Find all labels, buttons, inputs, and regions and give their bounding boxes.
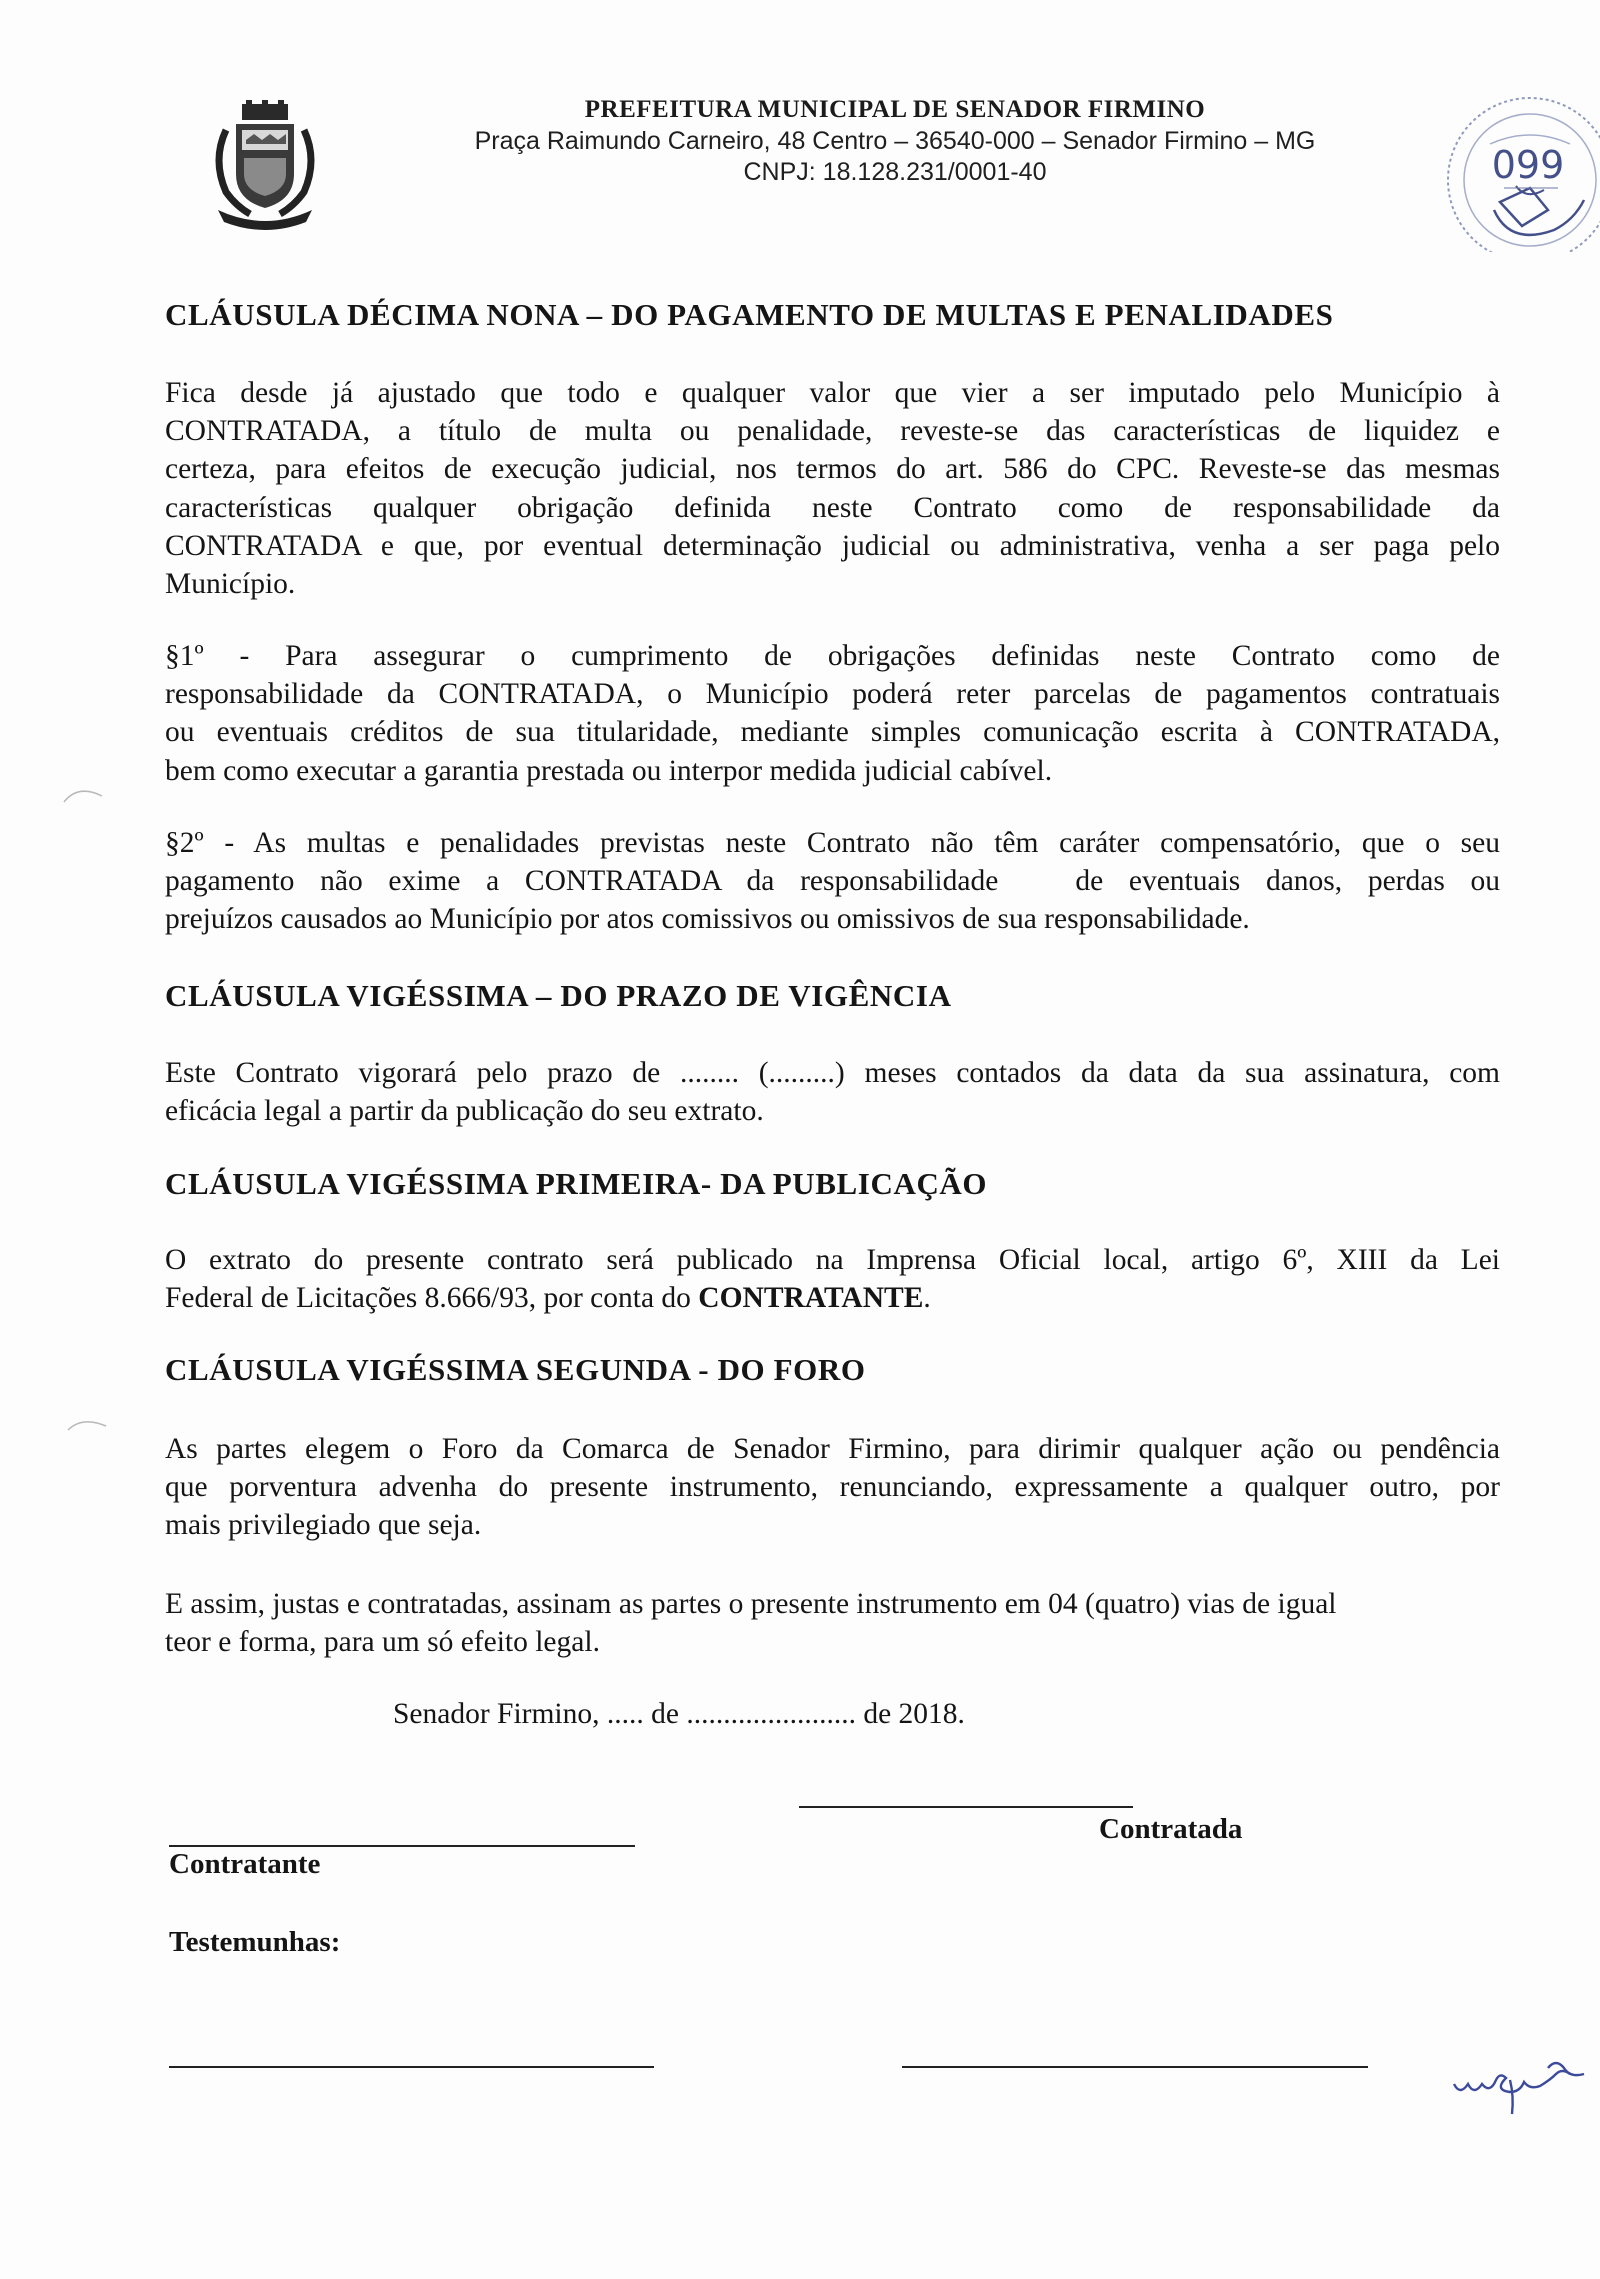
clause-22-paragraph bbox=[165, 1430, 1500, 1545]
testemunhas-label: Testemunhas: bbox=[169, 1926, 341, 1958]
text-span: . bbox=[923, 1282, 931, 1315]
stamp-number: 099 bbox=[1491, 143, 1565, 187]
paragraph-line: teor e forma, para um só efeito legal. bbox=[165, 1626, 600, 1659]
clause-22-heading: CLÁUSULA VIGÉSSIMA SEGUNDA - DO FORO bbox=[165, 1352, 866, 1387]
clause-20-heading: CLÁUSULA VIGÉSSIMA – DO PRAZO DE VIGÊNCIA bbox=[165, 978, 952, 1013]
paragraph-line: ou eventuais créditos de sua titularidade, mediante simples comunicação escrita à CONTRATADA, bbox=[165, 716, 1500, 749]
paragraph-line: As partes elegem o Foro da Comarca de Senador Firmino, para dirimir qualquer ação ou pendência bbox=[165, 1433, 1500, 1465]
paragraph-line: responsabilidade da CONTRATADA, o Município poderá reter parcelas de pagamentos contratuais bbox=[165, 678, 1500, 711]
witness-1-signature-line bbox=[169, 2066, 654, 2068]
handwritten-rubric-icon bbox=[1448, 2040, 1600, 2120]
paragraph-line: mais privilegiado que seja. bbox=[165, 1509, 482, 1542]
header-title: PREFEITURA MUNICIPAL DE SENADOR FIRMINO bbox=[584, 96, 1206, 123]
paragraph-line: eficácia legal a partir da publicação do seu extrato. bbox=[165, 1095, 764, 1128]
clause-19-subparagraph-1 bbox=[165, 637, 1500, 790]
clause-19-heading: CLÁUSULA DÉCIMA NONA – DO PAGAMENTO DE MULTAS E PENALIDADES bbox=[165, 297, 1334, 332]
header-address: Praça Raimundo Carneiro, 48 Centro – 36540-000 – Senador Firmino – MG bbox=[474, 127, 1316, 155]
paragraph-line: Este Contrato vigorará pelo prazo de ........ (.........) meses contados da data da sua assinatura, com bbox=[165, 1057, 1500, 1089]
clause-21-heading: CLÁUSULA VIGÉSSIMA PRIMEIRA- DA PUBLICAÇÃO bbox=[165, 1166, 988, 1201]
paragraph-line: CONTRATADA, a título de multa ou penalidade, reveste-se das características de liquidez e bbox=[165, 415, 1500, 448]
clause-19-subparagraph-2 bbox=[165, 824, 1500, 939]
witness-2-signature-line bbox=[902, 2066, 1368, 2068]
scan-mark-icon bbox=[64, 1410, 114, 1440]
contratante-signature-line bbox=[169, 1845, 635, 1847]
clause-21-paragraph bbox=[165, 1241, 1500, 1317]
clause-19-paragraph bbox=[165, 374, 1500, 603]
paragraph-line: O extrato do presente contrato será publicado na Imprensa Oficial local, artigo 6º, XIII da Lei bbox=[165, 1244, 1500, 1276]
contratante-label: Contratante bbox=[169, 1848, 321, 1880]
header-cnpj: CNPJ: 18.128.231/0001-40 bbox=[743, 158, 1047, 186]
paragraph-line: §1º - Para assegurar o cumprimento de obrigações definidas neste Contrato como de bbox=[165, 640, 1500, 672]
paragraph-line: que porventura advenha do presente instrumento, renunciando, expressamente a qualquer outro, por bbox=[165, 1471, 1500, 1504]
paragraph-line: E assim, justas e contratadas, assinam as partes o presente instrumento em 04 (quatro) vias de igual bbox=[165, 1588, 1337, 1620]
paragraph-line: certeza, para efeitos de execução judicial, nos termos do art. 586 do CPC. Reveste-se das mesmas bbox=[165, 453, 1500, 486]
paragraph-line: Fica desde já ajustado que todo e qualquer valor que vier a ser imputado pelo Município à bbox=[165, 377, 1500, 409]
paragraph-line: bem como executar a garantia prestada ou interpor medida judicial cabível. bbox=[165, 754, 1053, 787]
paragraph-line: prejuízos causados ao Município por atos comissivos ou omissivos de sua responsabilidade. bbox=[165, 903, 1250, 936]
paragraph-line: §2º - As multas e penalidades previstas neste Contrato não têm caráter compensatório, que o seu bbox=[165, 827, 1500, 859]
scan-mark-icon bbox=[60, 780, 110, 810]
paragraph-line: pagamento não exime a CONTRATADA da responsabilidade de eventuais danos, perdas ou bbox=[165, 865, 1500, 898]
paragraph-line: características qualquer obrigação definida neste Contrato como de responsabilidade da bbox=[165, 491, 1500, 524]
contratante-bold: CONTRATANTE bbox=[698, 1282, 924, 1315]
page-number-stamp bbox=[1420, 52, 1600, 252]
text-span: Federal de Licitações 8.666/93, por conta do bbox=[165, 1282, 699, 1315]
paragraph-line: Município. bbox=[165, 568, 296, 601]
municipal-crest-icon bbox=[196, 100, 334, 230]
paragraph-line bbox=[165, 1279, 1500, 1317]
date-line: Senador Firmino, ..... de ....................... de 2018. bbox=[393, 1698, 965, 1730]
clause-20-paragraph bbox=[165, 1054, 1500, 1130]
contratada-label: Contratada bbox=[1099, 1813, 1243, 1845]
contratada-signature-line bbox=[799, 1806, 1133, 1808]
paragraph-line: CONTRATADA e que, por eventual determinação judicial ou administrativa, venha a ser paga pelo bbox=[165, 529, 1500, 562]
closing-paragraph bbox=[165, 1585, 1500, 1661]
